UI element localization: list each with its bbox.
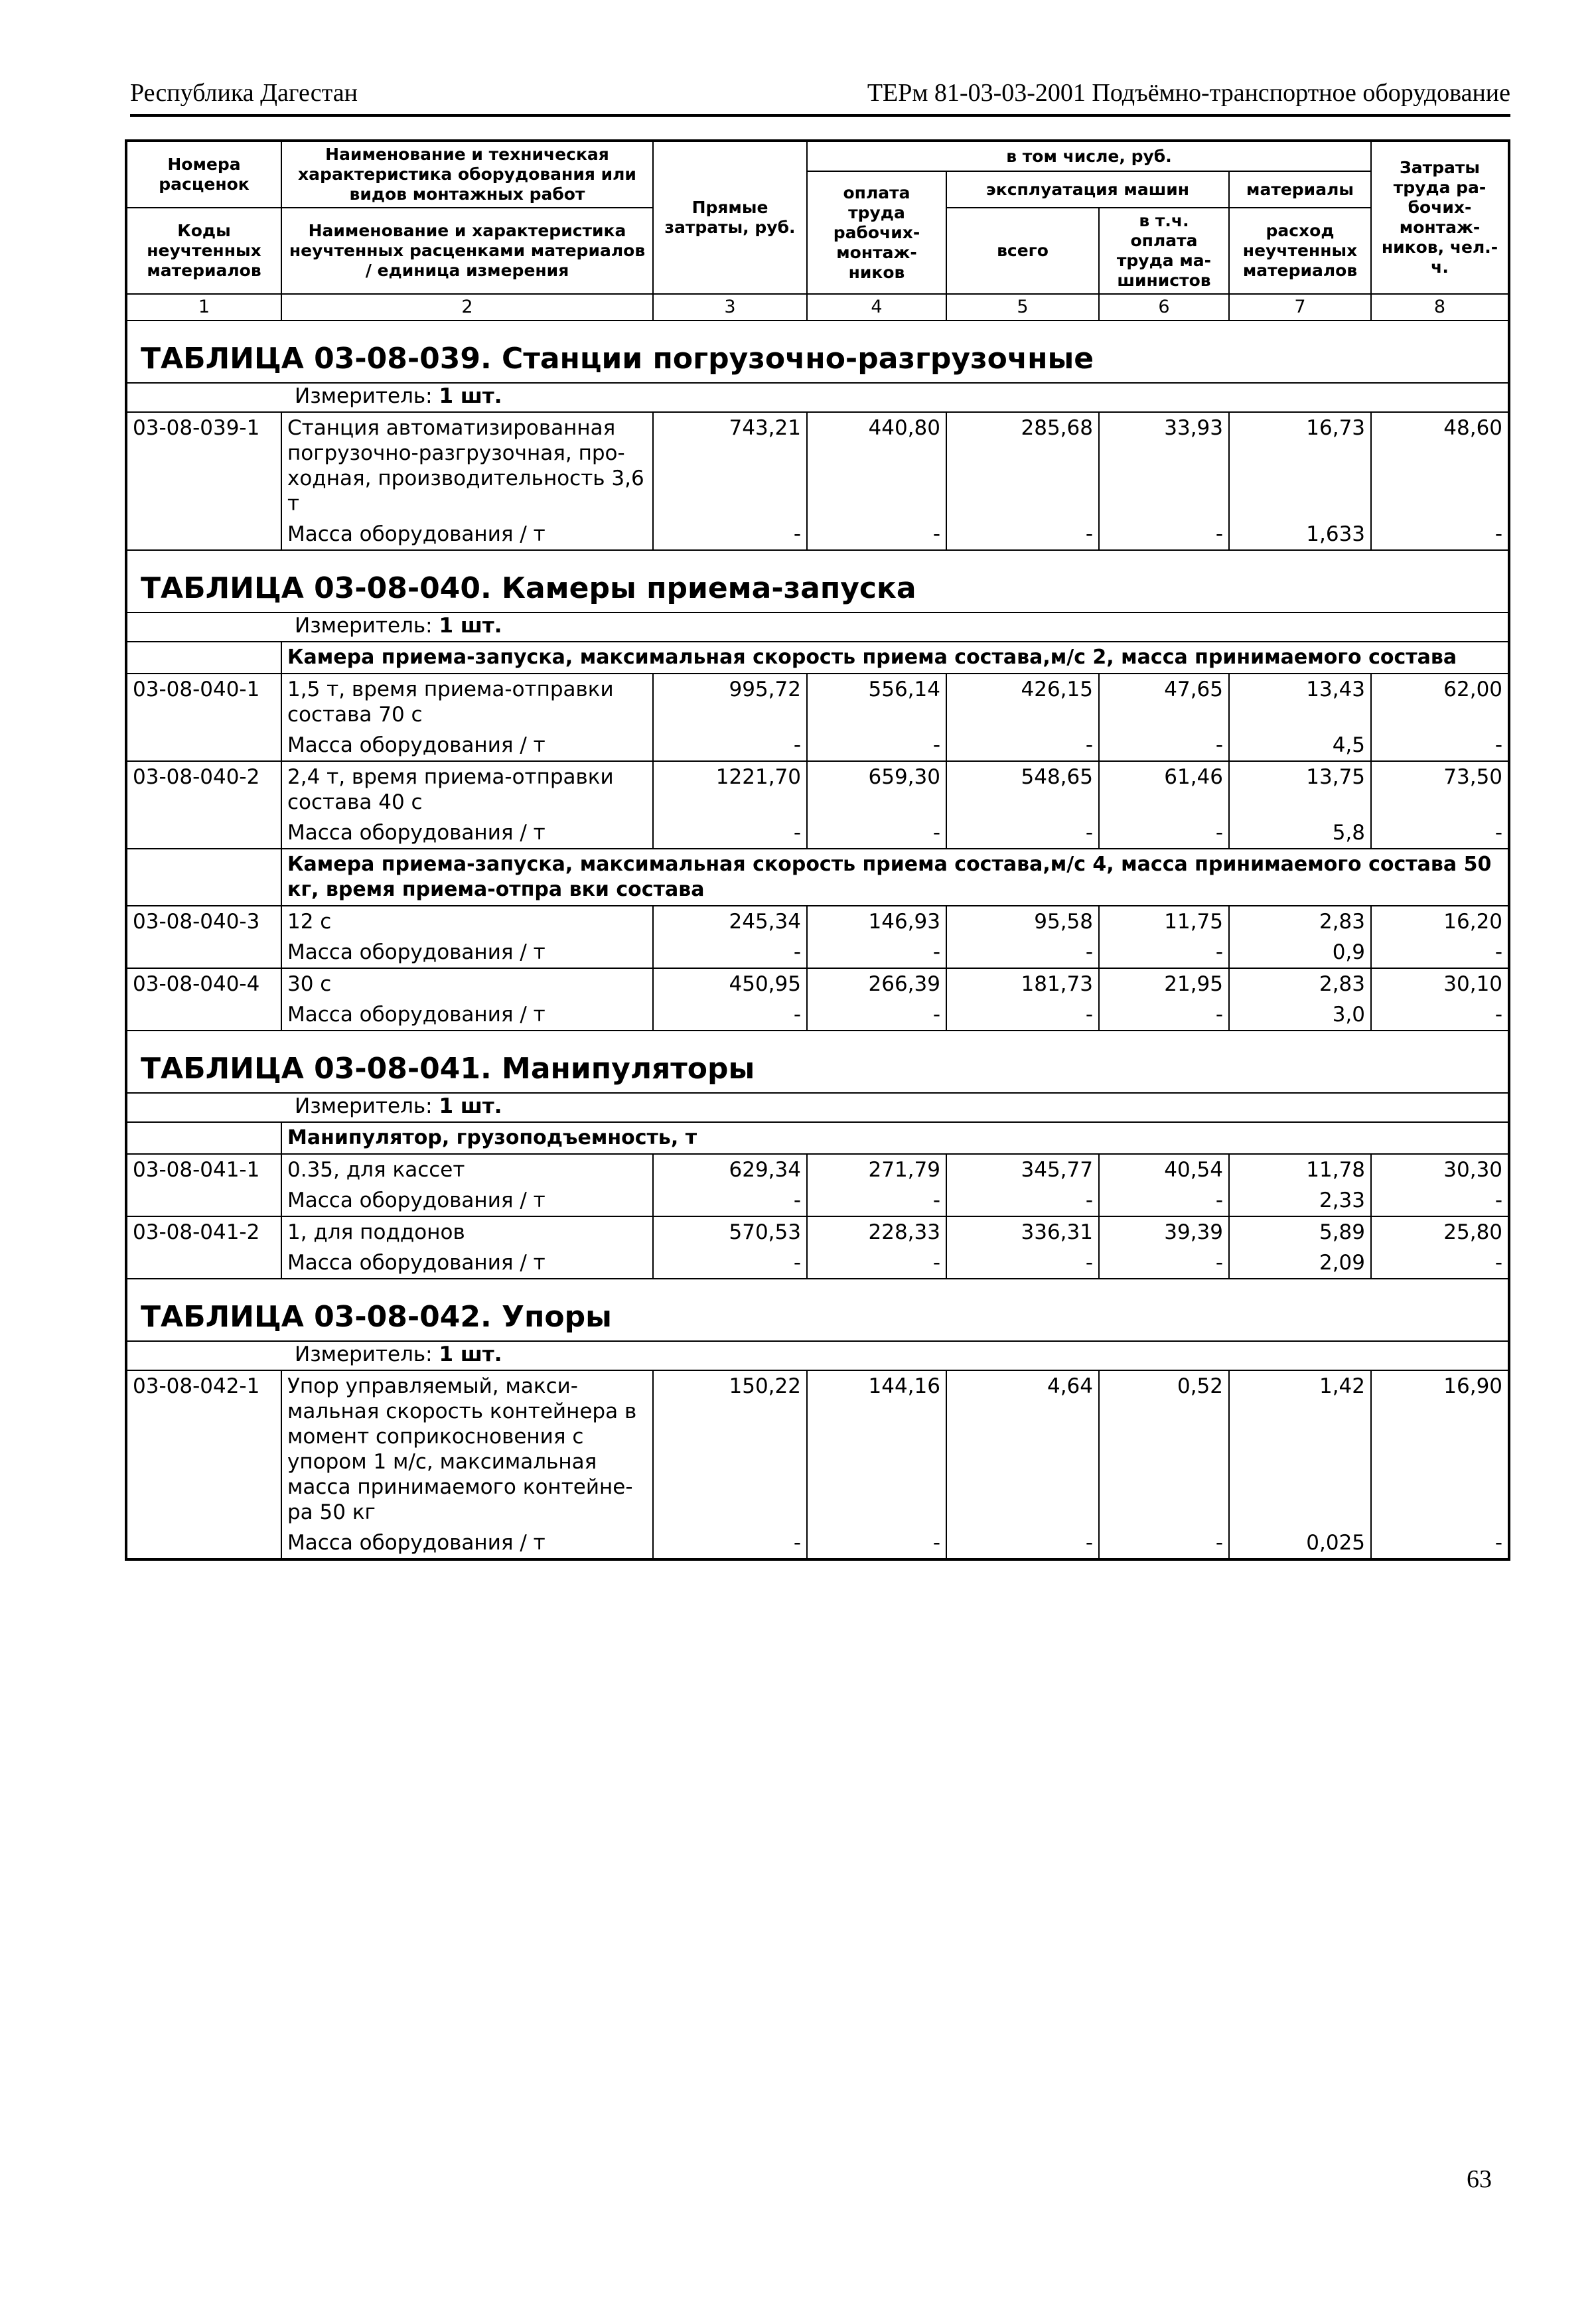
col-number: 2	[281, 294, 653, 321]
value-cell: 271,79	[807, 1154, 946, 1185]
group-heading: Камера приема-запуска, максимальная скорость приема состава,м/с 4, масса принимаемого состава 50 кг, время приема-отпра вки состава	[281, 849, 1509, 906]
col-header-direct-costs: Прямые затраты, руб.	[653, 141, 807, 294]
item-name: 0.35, для кассет	[281, 1154, 653, 1185]
header-left: Республика Дагестан	[130, 79, 358, 107]
value-cell: 228,33	[807, 1216, 946, 1248]
group-row	[126, 1122, 1509, 1154]
empty-cell	[126, 849, 281, 906]
value-cell: 426,15	[946, 674, 1099, 730]
col-number: 7	[1229, 294, 1371, 321]
mass-value-cell: -	[1099, 730, 1229, 761]
value-cell: 181,73	[946, 968, 1099, 999]
table-title: ТАБЛИЦА 03-08-042. Упоры	[126, 1279, 1509, 1341]
mass-value-cell: -	[807, 730, 946, 761]
mass-value-cell: -	[946, 999, 1099, 1031]
measure-value: 1 шт.	[439, 384, 502, 408]
measure-value: 1 шт.	[439, 1094, 502, 1118]
value-cell: 2,83	[1229, 906, 1371, 937]
mass-label: Масса оборудования / т	[281, 1528, 653, 1559]
mass-value-cell: -	[1371, 1185, 1509, 1216]
value-cell: 2,83	[1229, 968, 1371, 999]
rate-code: 03-08-040-1	[126, 674, 281, 761]
col-header-material-codes: Коды неучтенных материалов	[126, 208, 281, 294]
mass-value-cell: -	[946, 1528, 1099, 1559]
value-cell: 743,21	[653, 412, 807, 519]
rate-code: 03-08-041-2	[126, 1216, 281, 1279]
item-name: 12 с	[281, 906, 653, 937]
col-number: 1	[126, 294, 281, 321]
table-row	[126, 1154, 1509, 1185]
rate-code: 03-08-040-2	[126, 761, 281, 849]
mass-row	[126, 730, 1509, 761]
empty-cell	[126, 1122, 281, 1154]
mass-label: Масса оборудования / т	[281, 1248, 653, 1279]
value-cell: 1221,70	[653, 761, 807, 818]
group-row	[126, 849, 1509, 906]
col-number: 4	[807, 294, 946, 321]
value-cell: 629,34	[653, 1154, 807, 1185]
mass-value-cell: -	[807, 1248, 946, 1279]
mass-row	[126, 1185, 1509, 1216]
measure-row	[126, 612, 1509, 642]
rate-code: 03-08-040-4	[126, 968, 281, 1031]
col-number: 8	[1371, 294, 1509, 321]
mass-value-cell: -	[807, 519, 946, 550]
mass-value-cell: -	[1371, 1528, 1509, 1559]
mass-value-cell: -	[1371, 730, 1509, 761]
header-right: ТЕРм 81-03-03-2001 Подъёмно-транспортное оборудование	[867, 79, 1510, 107]
col-header-name: Наименование и техническая характеристика оборудования или видов монтажных работ	[281, 141, 653, 208]
col-header-labor-hours: Затраты труда ра-бочих-монтаж-ников, чел.-ч.	[1371, 141, 1509, 294]
mass-value-cell: -	[946, 1248, 1099, 1279]
value-cell: 11,75	[1099, 906, 1229, 937]
value-cell: 16,90	[1371, 1370, 1509, 1528]
measure-label: Измеритель:	[295, 1094, 433, 1118]
mass-value-cell: -	[946, 730, 1099, 761]
value-cell: 13,43	[1229, 674, 1371, 730]
table-row	[126, 968, 1509, 999]
value-cell: 659,30	[807, 761, 946, 818]
value-cell: 345,77	[946, 1154, 1099, 1185]
value-cell: 13,75	[1229, 761, 1371, 818]
value-cell: 40,54	[1099, 1154, 1229, 1185]
value-cell: 0,52	[1099, 1370, 1229, 1528]
value-cell: 33,93	[1099, 412, 1229, 519]
value-cell: 4,64	[946, 1370, 1099, 1528]
mass-label: Масса оборудования / т	[281, 519, 653, 550]
mass-label: Масса оборудования / т	[281, 999, 653, 1031]
col-header-material-names: Наименование и характеристика неучтенных расценками материалов / единица измерения	[281, 208, 653, 294]
value-cell: 440,80	[807, 412, 946, 519]
measure-label: Измеритель:	[295, 614, 433, 638]
mass-label: Масса оборудования / т	[281, 1185, 653, 1216]
mass-row	[126, 1248, 1509, 1279]
table-row	[126, 412, 1509, 519]
value-cell: 548,65	[946, 761, 1099, 818]
value-cell: 39,39	[1099, 1216, 1229, 1248]
mass-label: Масса оборудования / т	[281, 730, 653, 761]
rate-code: 03-08-042-1	[126, 1370, 281, 1559]
empty-cell	[126, 642, 281, 674]
mass-value-cell: -	[1099, 818, 1229, 849]
table-title: ТАБЛИЦА 03-08-039. Станции погрузочно-разгрузочные	[126, 321, 1509, 383]
mass-value-cell: -	[1371, 818, 1509, 849]
rate-code: 03-08-041-1	[126, 1154, 281, 1216]
col-header-material-usage: расход неучтенных материалов	[1229, 208, 1371, 294]
mass-value-cell: -	[653, 730, 807, 761]
measure-label: Измеритель:	[295, 1342, 433, 1366]
page-number: 63	[1467, 2165, 1492, 2193]
value-cell: 995,72	[653, 674, 807, 730]
measure-label: Измеритель:	[295, 384, 433, 408]
mass-value-cell: -	[1099, 1528, 1229, 1559]
mass-value-cell: -	[653, 519, 807, 550]
value-cell: 48,60	[1371, 412, 1509, 519]
mass-label: Масса оборудования / т	[281, 818, 653, 849]
mass-value-cell: -	[1099, 1185, 1229, 1216]
value-cell: 150,22	[653, 1370, 807, 1528]
mass-row	[126, 937, 1509, 968]
measure-cell	[126, 612, 1509, 642]
value-cell: 245,34	[653, 906, 807, 937]
value-cell: 47,65	[1099, 674, 1229, 730]
value-cell: 16,20	[1371, 906, 1509, 937]
group-heading: Камера приема-запуска, максимальная скорость приема состава,м/с 2, масса принимаемого состава	[281, 642, 1509, 674]
mass-value-cell: -	[653, 999, 807, 1031]
mass-value-cell: -	[1099, 999, 1229, 1031]
value-cell: 16,73	[1229, 412, 1371, 519]
measure-row	[126, 1341, 1509, 1370]
mass-value-cell: 0,025	[1229, 1528, 1371, 1559]
col-header-worker-pay: оплата труда рабочих-монтаж-ников	[807, 171, 946, 294]
mass-value-cell: -	[1371, 937, 1509, 968]
mass-value-cell: 2,09	[1229, 1248, 1371, 1279]
mass-value-cell: -	[807, 1528, 946, 1559]
value-cell: 144,16	[807, 1370, 946, 1528]
item-name: Станция автоматизированная погрузочно-разгрузочная, про-ходная, производительность 3,6 т	[281, 412, 653, 519]
value-cell: 146,93	[807, 906, 946, 937]
mass-value-cell: -	[1099, 519, 1229, 550]
rate-code: 03-08-040-3	[126, 906, 281, 968]
col-number: 6	[1099, 294, 1229, 321]
table-row	[126, 1370, 1509, 1528]
item-name: Упор управляемый, макси-мальная скорость контейнера в момент соприкосновения с упором 1 м/с, максимальная масса принимаемого контейне-ра 50 кг	[281, 1370, 653, 1528]
value-cell: 25,80	[1371, 1216, 1509, 1248]
table-title: ТАБЛИЦА 03-08-041. Манипуляторы	[126, 1031, 1509, 1093]
mass-value-cell: 0,9	[1229, 937, 1371, 968]
mass-value-cell: -	[653, 1528, 807, 1559]
table-title-row	[126, 321, 1509, 383]
value-cell: 450,95	[653, 968, 807, 999]
mass-row	[126, 818, 1509, 849]
col-header-incl: в том числе, руб.	[807, 141, 1371, 171]
mass-value-cell: -	[653, 1248, 807, 1279]
mass-value-cell: -	[807, 999, 946, 1031]
mass-value-cell: -	[653, 1185, 807, 1216]
col-header-machines: эксплуатация машин	[946, 171, 1229, 208]
table-title-row	[126, 1279, 1509, 1341]
col-header-machinist-pay: в т.ч. оплата труда ма-шинистов	[1099, 208, 1229, 294]
mass-value-cell: -	[946, 818, 1099, 849]
item-name: 2,4 т, время приема-отправки состава 40 с	[281, 761, 653, 818]
mass-value-cell: -	[1371, 1248, 1509, 1279]
col-header-machines-total: всего	[946, 208, 1099, 294]
measure-cell	[126, 383, 1509, 412]
item-name: 30 с	[281, 968, 653, 999]
group-heading: Манипулятор, грузоподъемность, т	[281, 1122, 1509, 1154]
mass-value-cell: 3,0	[1229, 999, 1371, 1031]
mass-value-cell: -	[1371, 519, 1509, 550]
mass-value-cell: -	[946, 1185, 1099, 1216]
table-row	[126, 906, 1509, 937]
col-header-rate-numbers: Номера расценок	[126, 141, 281, 208]
mass-value-cell: 5,8	[1229, 818, 1371, 849]
measure-value: 1 шт.	[439, 1342, 502, 1366]
col-number: 5	[946, 294, 1099, 321]
measure-cell	[126, 1341, 1509, 1370]
item-name: 1,5 т, время приема-отправки состава 70 с	[281, 674, 653, 730]
value-cell: 11,78	[1229, 1154, 1371, 1185]
value-cell: 61,46	[1099, 761, 1229, 818]
table-title: ТАБЛИЦА 03-08-040. Камеры приема-запуска	[126, 550, 1509, 612]
mass-value-cell: -	[807, 937, 946, 968]
mass-label: Масса оборудования / т	[281, 937, 653, 968]
mass-value-cell: -	[653, 937, 807, 968]
table-title-row	[126, 1031, 1509, 1093]
mass-value-cell: -	[946, 937, 1099, 968]
value-cell: 556,14	[807, 674, 946, 730]
value-cell: 30,10	[1371, 968, 1509, 999]
item-name: 1, для поддонов	[281, 1216, 653, 1248]
measure-row	[126, 1093, 1509, 1122]
mass-value-cell: 1,633	[1229, 519, 1371, 550]
value-cell: 95,58	[946, 906, 1099, 937]
value-cell: 336,31	[946, 1216, 1099, 1248]
value-cell: 266,39	[807, 968, 946, 999]
col-header-materials: материалы	[1229, 171, 1371, 208]
table-title-row	[126, 550, 1509, 612]
measure-value: 1 шт.	[439, 614, 502, 638]
mass-row	[126, 1528, 1509, 1559]
mass-value-cell: -	[807, 1185, 946, 1216]
mass-value-cell: -	[1099, 937, 1229, 968]
value-cell: 285,68	[946, 412, 1099, 519]
running-header	[130, 74, 1510, 117]
mass-value-cell: -	[946, 519, 1099, 550]
table-row	[126, 761, 1509, 818]
value-cell: 1,42	[1229, 1370, 1371, 1528]
mass-value-cell: -	[1371, 999, 1509, 1031]
mass-value-cell: -	[807, 818, 946, 849]
mass-value-cell: 4,5	[1229, 730, 1371, 761]
value-cell: 62,00	[1371, 674, 1509, 730]
measure-cell	[126, 1093, 1509, 1122]
measure-row	[126, 383, 1509, 412]
col-number: 3	[653, 294, 807, 321]
mass-value-cell: 2,33	[1229, 1185, 1371, 1216]
table-row	[126, 674, 1509, 730]
mass-row	[126, 999, 1509, 1031]
mass-row	[126, 519, 1509, 550]
rate-code: 03-08-039-1	[126, 412, 281, 550]
value-cell: 21,95	[1099, 968, 1229, 999]
table-row	[126, 1216, 1509, 1248]
value-cell: 73,50	[1371, 761, 1509, 818]
mass-value-cell: -	[1099, 1248, 1229, 1279]
value-cell: 30,30	[1371, 1154, 1509, 1185]
value-cell: 5,89	[1229, 1216, 1371, 1248]
mass-value-cell: -	[653, 818, 807, 849]
group-row	[126, 642, 1509, 674]
value-cell: 570,53	[653, 1216, 807, 1248]
price-table	[125, 139, 1510, 1561]
